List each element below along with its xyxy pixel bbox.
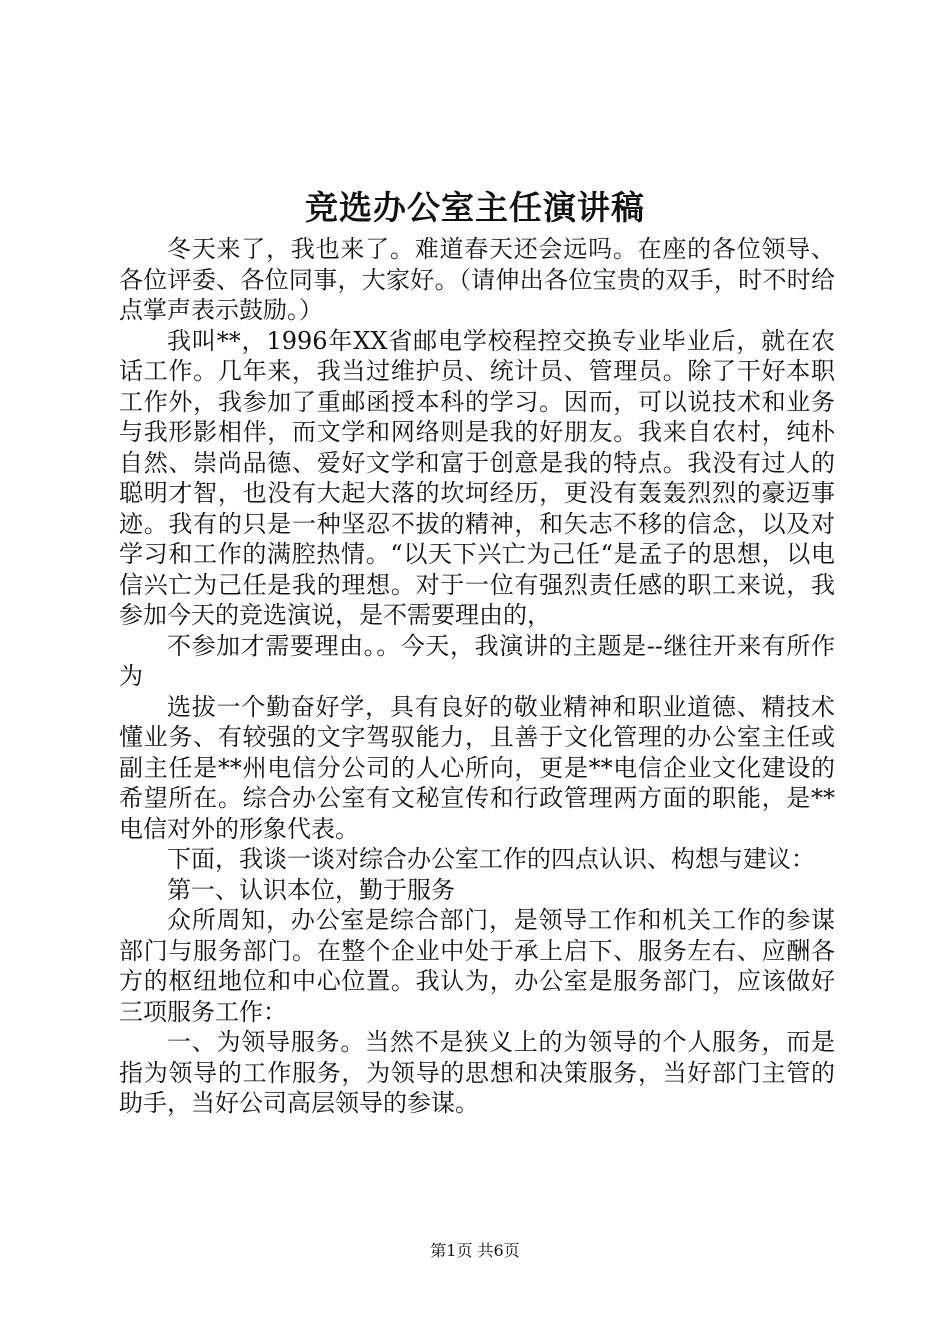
paragraph: 众所周知，办公室是综合部门，是领导工作和机关工作的参谋部门与服务部门。在整个企业中处于承上启下、服务左右、应酬各方的枢纽地位和中心位置。我认为，办公室是服务部门，应该做好三项服务工作： xyxy=(119,906,835,1026)
document-body xyxy=(119,234,835,1119)
paragraph: 选拔一个勤奋好学，具有良好的敬业精神和职业道德、精技术懂业务、有较强的文字驾驭能力，且善于文化管理的办公室主任或副主任是**州电信分公司的人心所向，更是**电信企业文化建设的希望所在。综合办公室有文秘宣传和行政管理两方面的职能，是**电信对外的形象代表。 xyxy=(119,692,835,843)
page-number-footer: 第1页 共6页 xyxy=(430,1241,520,1260)
paragraph: 我叫**，1996年XX省邮电学校程控交换专业毕业后，就在农话工作。几年来，我当过维护员、统计员、管理员。除了干好本职工作外，我参加了重邮函授本科的学习。因而，可以说技术和业务与我形影相伴，而文学和网络则是我的好朋友。我来自农村，纯朴自然、崇尚品德、爱好文学和富于创意是我的特点。我没有过人的聪明才智，也没有大起大落的坎坷经历，更没有轰轰烈烈的豪迈事迹。我有的只是一种坚忍不拔的精神，和矢志不移的信念，以及对学习和工作的满腔热情。“以天下兴亡为己任“是孟子的思想，以电信兴亡为己任是我的理想。对于一位有强烈责任感的职工来说，我参加今天的竞选演说，是不需要理由的， xyxy=(119,326,835,629)
document-title: 竞选办公室主任演讲稿 xyxy=(305,188,645,227)
paragraph: 一、为领导服务。当然不是狭义上的为领导的个人服务，而是指为领导的工作服务，为领导的思想和决策服务，当好部门主管的助手，当好公司高层领导的参谋。 xyxy=(119,1028,835,1117)
section-heading: 第一、认识本位，勤于服务 xyxy=(167,875,455,904)
paragraph: 下面，我谈一谈对综合办公室工作的四点认识、构想与建议： xyxy=(167,845,815,873)
paragraph: 不参加才需要理由。。今天，我演讲的主题是--继往开来有所作为 xyxy=(119,631,835,690)
paragraph: 冬天来了，我也来了。难道春天还会远吗。在座的各位领导、各位评委、各位同事，大家好。（请伸出各位宝贵的双手，时不时给点掌声表示鼓励。） xyxy=(119,235,835,324)
